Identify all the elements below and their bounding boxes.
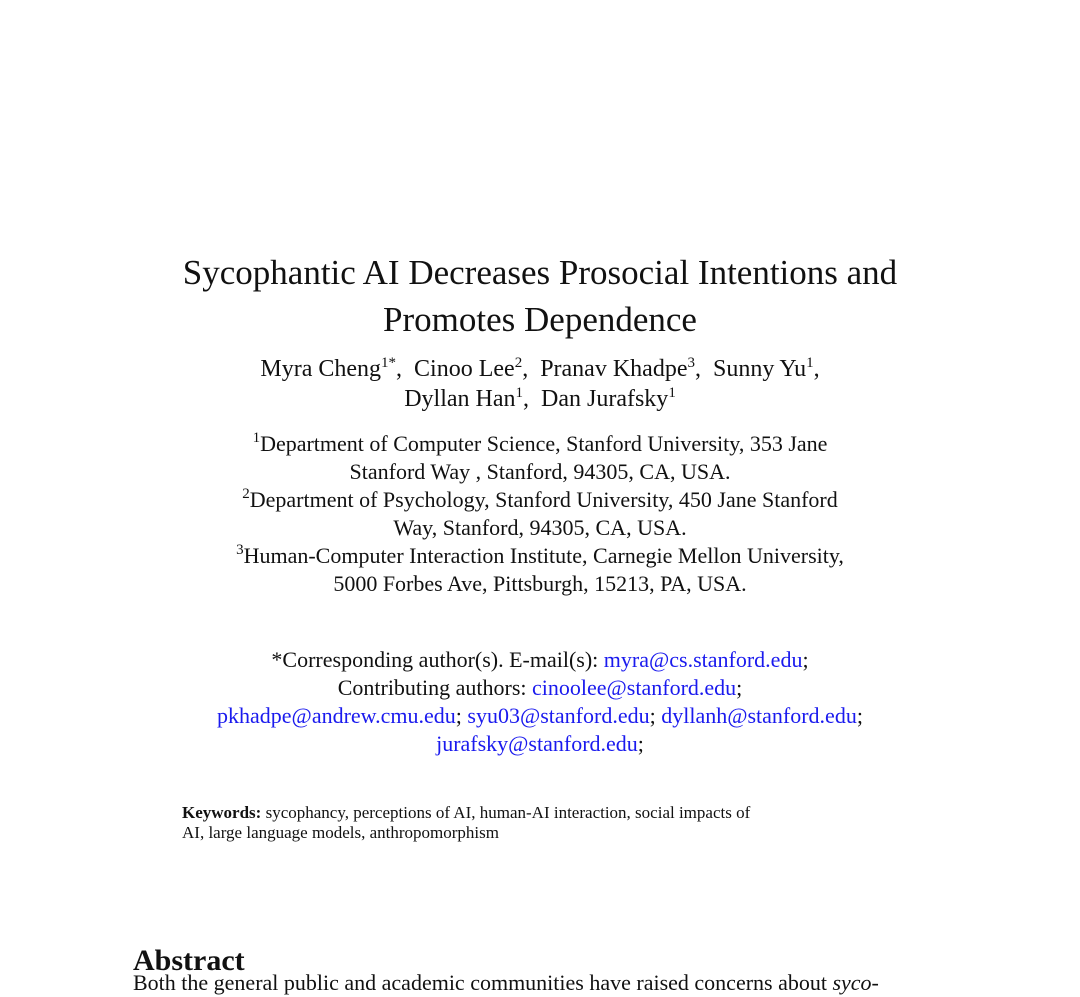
author: Dyllan Han$^1$ <box>404 385 523 412</box>
affiliation: $^1$Department of Computer Science, Stanford University, 353 Jane Stanford Way , Stanford, 94305, CA, USA. <box>252 430 828 484</box>
affiliation-list <box>0 430 1080 598</box>
correspondence-block: *Corresponding author(s). E-mail(s): myra@cs.stanford.edu; Contributing authors: cinoolee@stanford.edu; pkhadpe@andrew.cmu.edu; syu03@stanford.edu; dyllanh@stanford.edu; jurafsky@stanford.edu; <box>217 647 863 756</box>
keywords-text: sycophancy, perceptions of AI, human-AI interaction, social impacts of <box>261 803 751 822</box>
affiliation: $^2$Department of Psychology, Stanford University, 450 Jane Stanford Way, Stanford, 94305, CA, USA. <box>242 486 838 540</box>
author-list <box>0 354 1080 414</box>
email-link[interactable]: dyllanh@stanford.edu <box>661 703 857 728</box>
abstract-heading: Abstract <box>133 943 245 977</box>
title-line-2: Promotes Dependence <box>383 300 697 340</box>
corresponding-label: *Corresponding author(s). E-mail(s): <box>271 647 604 672</box>
email-link[interactable]: syu03@stanford.edu <box>467 703 650 728</box>
contributing-label: Contributing authors: <box>337 675 533 700</box>
affiliation: $^3$Human-Computer Interaction Institute, Carnegie Mellon University, 5000 Forbes Ave, Pittsburgh, 15213, PA, USA. <box>236 542 844 596</box>
author: Pranav Khadpe$^3$ <box>540 355 695 382</box>
email-link[interactable]: cinoolee@stanford.edu <box>532 675 737 700</box>
corresponding-email-link[interactable]: myra@cs.stanford.edu <box>603 647 803 672</box>
author: Myra Cheng$^{1*}$ <box>260 355 397 382</box>
abstract-text: Both the general public and academic communities have raised concerns about syco- <box>133 970 879 995</box>
author-line-2: Dyllan Han$^1$, Dan Jurafsky$^1$ <box>404 385 676 412</box>
keywords-label: Keywords: <box>182 803 262 822</box>
author: Cinoo Lee$^2$ <box>414 355 523 382</box>
author: Dan Jurafsky$^1$ <box>541 385 676 412</box>
keywords-block <box>182 803 862 843</box>
title-line-1: Sycophantic AI Decreases Prosocial Intentions and <box>182 253 898 293</box>
author-line-1: Myra Cheng$^{1*}$, Cinoo Lee$^2$, Pranav Khadpe$^3$, Sunny Yu$^1$, <box>260 355 820 382</box>
email-link[interactable]: pkhadpe@andrew.cmu.edu <box>217 703 456 728</box>
author: Sunny Yu$^1$ <box>712 355 814 382</box>
paper-title <box>0 249 1080 343</box>
email-link[interactable]: jurafsky@stanford.edu <box>436 731 638 756</box>
keywords-text-continued: AI, large language models, anthropomorphism <box>182 823 499 842</box>
